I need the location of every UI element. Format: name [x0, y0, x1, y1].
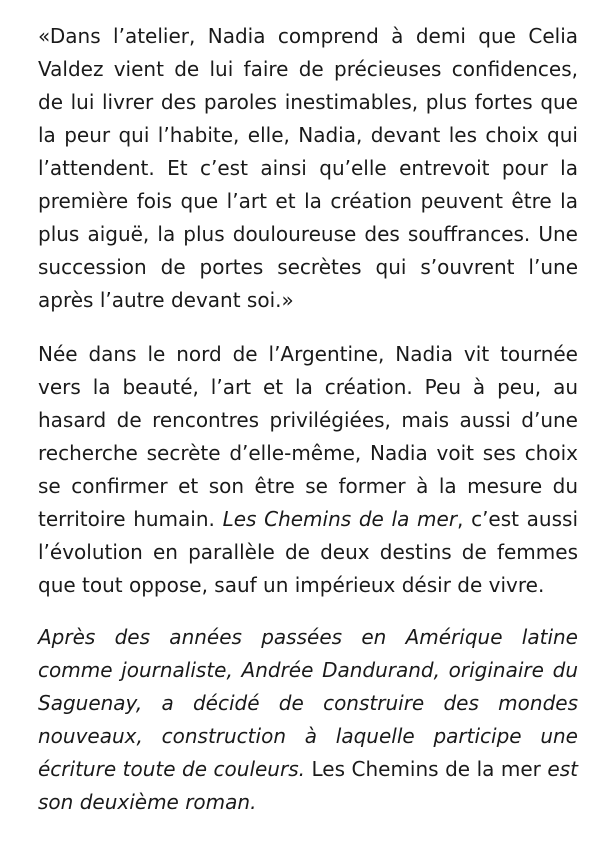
excerpt-quote: «Dans l’atelier, Nadia comprend à demi que Celia Valdez vient de lui faire de précieuses confidences, de lui livrer des paroles inestimables, plus fortes que la peur qui l’habite, elle, Nadia, devant les choix qui l’attendent. Et c’est ainsi qu’elle entrevoit pour la première fois que l’art et la création peuvent être la plus aiguë, la plus douloureuse des souffrances. Une succession de portes secrètes qui s’ouvrent l’une après l’autre devant soi.» — [38, 24, 578, 312]
summary-text-before: Née dans le nord de l’Argentine, Nadia vit tournée vers la beauté, l’art et la création. Peu à peu, au hasard de rencontres privilégiées, mais aussi d’une recherche secrète d’elle-même, Nadia voit ses choix se confirmer et son être se former à la mesure du territoire humain. — [38, 342, 578, 531]
author-bio-book-title: Les Chemins de la mer — [311, 757, 541, 781]
author-bio-text-after: est son deuxième roman. — [38, 757, 578, 814]
author-bio-text-before: Après des années passées en Amérique latine comme journaliste, Andrée Dandurand, originaire du Saguenay, a décidé de construire des mondes nouveaux, construction à laquelle participe une écriture toute de couleurs. — [38, 625, 578, 781]
author-bio — [38, 621, 578, 819]
summary-text-after: , c’est aussi l’évolution en parallèle de deux destins de femmes que tout oppose, sauf un impérieux désir de vivre. — [38, 507, 579, 597]
summary-paragraph — [38, 338, 578, 602]
book-title: Les Chemins de la mer — [222, 507, 458, 531]
